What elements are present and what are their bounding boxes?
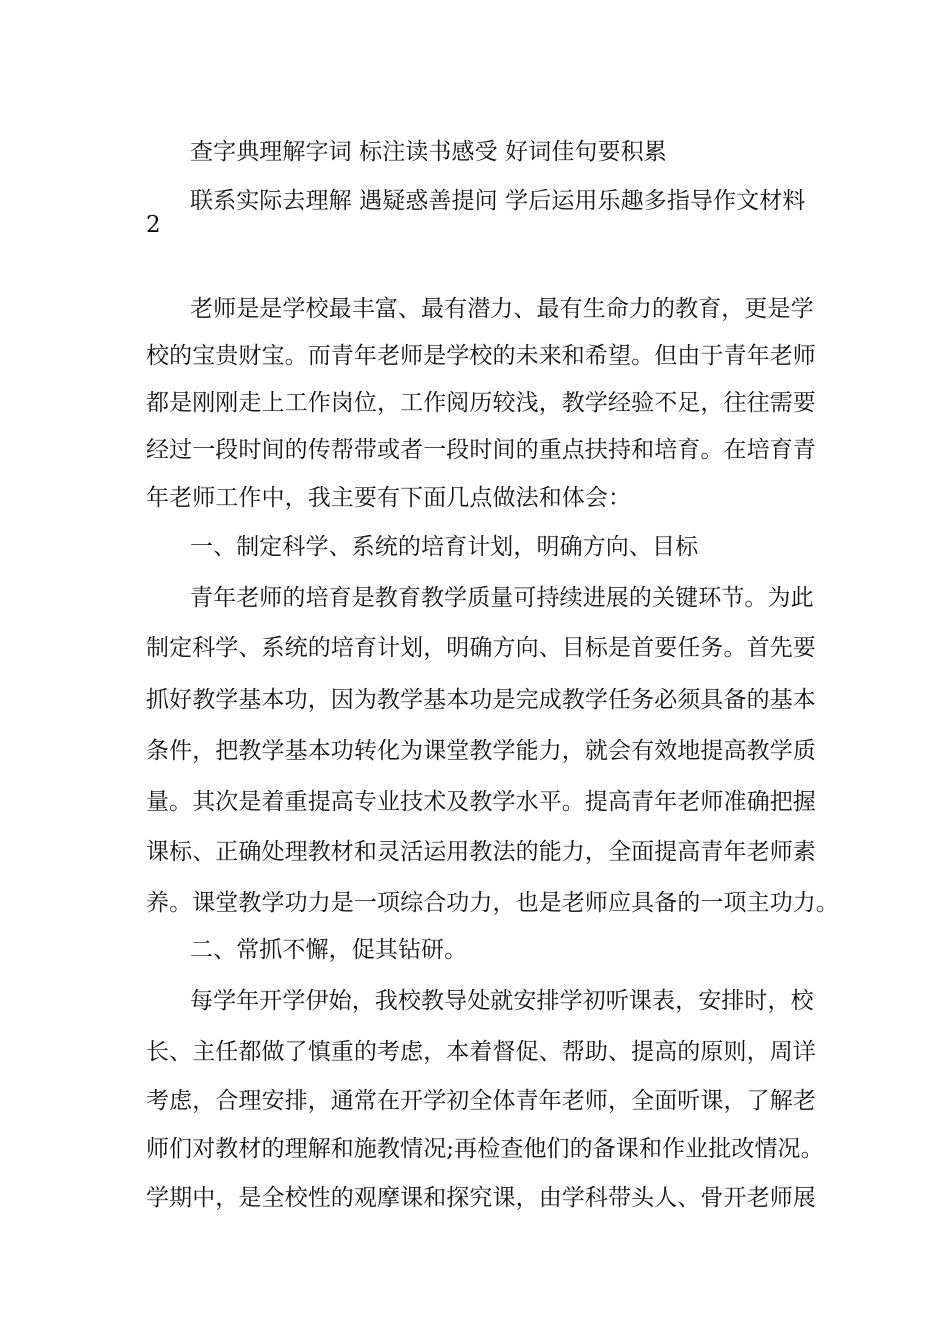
text-line: 青年老师的培育是教育教学质量可持续进展的关键环节。为此 (190, 585, 814, 611)
text-line: 查字典理解字词 标注读书感受 好词佳句要积累 (190, 139, 667, 165)
text-line: 师们对教材的理解和施教情况;再检查他们的备课和作业批改情况。 (146, 1136, 824, 1162)
text-line: 年老师工作中，我主要有下面几点做法和体会： (146, 485, 632, 511)
text-line: 课标、正确处理教材和灵活运用教法的能力，全面提高青年老师素 (146, 839, 816, 865)
text-line: 老师是是学校最丰富、最有潜力、最有生命力的教育，更是学 (190, 296, 814, 322)
text-line: 学期中，是全校性的观摩课和探究课，由学科带头人、骨开老师展 (146, 1185, 816, 1211)
text-line: 联系实际去理解 遇疑惑善提问 学后运用乐趣多指导作文材料 (190, 188, 806, 214)
text-line: 每学年开学伊始，我校教导处就安排学初听课表，安排时，校 (190, 988, 814, 1014)
text-line: 条件，把教学基本功转化为课堂教学能力，就会有效地提高教学质 (146, 738, 816, 764)
text-line: 经过一段时间的传帮带或者一段时间的重点扶持和培育。在培育青 (146, 437, 816, 463)
text-line: 校的宝贵财宝。而青年老师是学校的未来和希望。但由于青年老师 (146, 343, 816, 369)
text-line: 养。课堂教学功力是一项综合功力，也是老师应具备的一项主功力。 (146, 890, 839, 916)
section-heading: 一、制定科学、系统的培育计划，明确方向、目标 (190, 534, 699, 560)
text-line: 都是刚刚走上工作岗位，工作阅历较浅，教学经验不足，往往需要 (146, 390, 816, 416)
text-line: 制定科学、系统的培育计划，明确方向、目标是首要任务。首先要 (146, 635, 816, 661)
text-line: 2 (146, 212, 161, 238)
text-line: 长、主任都做了慎重的考虑，本着督促、帮助、提高的原则，周详 (146, 1039, 816, 1065)
text-line: 考虑，合理安排，通常在开学初全体青年老师，全面听课，了解老 (146, 1088, 816, 1114)
section-heading: 二、常抓不懈，促其钻研。 (190, 937, 468, 963)
text-line: 抓好教学基本功，因为教学基本功是完成教学任务必须具备的基本 (146, 687, 816, 713)
text-line: 量。其次是着重提高专业技术及教学水平。提高青年老师准确把握 (146, 789, 816, 815)
